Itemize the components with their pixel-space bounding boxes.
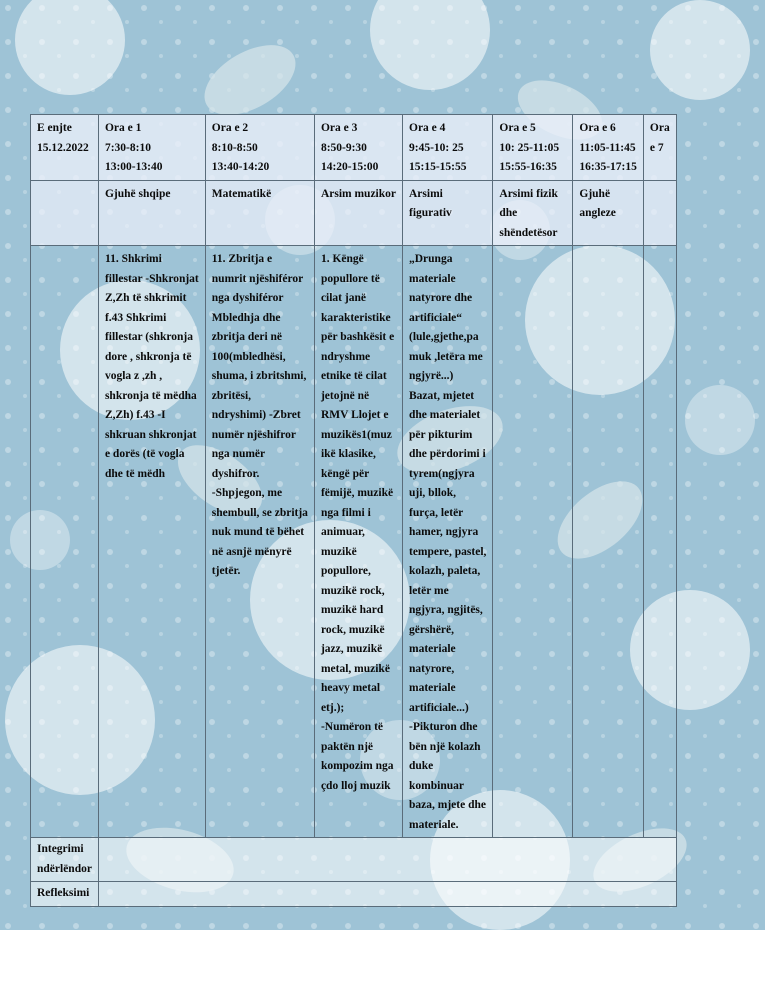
subjects-row-label-cell [31, 180, 99, 246]
lesson-content-line: cilat janë [320, 292, 366, 304]
period-label: Ora e 6 [579, 122, 616, 134]
subject-name: Gjuhë shqipe [104, 187, 171, 200]
lesson-content-line: dhe të mëdh [104, 467, 166, 480]
lesson-content-line: duke [409, 760, 434, 772]
period-time-morning: 11:05-11:45 [579, 141, 636, 154]
period-time-morning: 9:45-10: 25 [409, 141, 464, 154]
subject-name: Gjuhë [579, 187, 611, 200]
lesson-content-line: paktën një [320, 740, 374, 753]
lesson-content-line: nga numër [211, 448, 266, 460]
lesson-content-line: metal, muzikë [320, 662, 390, 675]
period-label-cont: e 7 [649, 141, 664, 154]
lesson-content-line: materiale. [409, 818, 459, 831]
date-label: 15.12.2022 [37, 141, 89, 154]
lesson-content-line: zbritja deri në [211, 331, 283, 343]
period-time-afternoon: 13:00-13:40 [104, 161, 163, 173]
lesson-content-line: RMV Llojet e [320, 409, 389, 421]
subject-name-cont: dhe [499, 207, 518, 219]
lesson-content-line: etnike të cilat [320, 370, 387, 382]
lesson-content-line: materiale [409, 643, 456, 655]
lesson-content-line: e dorës (të vogla [104, 448, 185, 460]
period-7-cell [643, 115, 676, 181]
lesson-content-line: f.43 Shkrimi [104, 311, 167, 324]
lesson-content-line: numër njëshifror [211, 428, 297, 441]
lesson-content-line: ngjyra, ngjitës, [409, 604, 483, 616]
integration-value-cell [98, 838, 676, 882]
lesson-content-line: „Drunga [409, 253, 453, 265]
subject-name-cont: angleze [579, 207, 616, 219]
lesson-content-line: vogla z ,zh , [104, 370, 163, 382]
lesson-content-cell [403, 246, 493, 838]
lesson-content-line: -Numëron të [320, 721, 384, 733]
period-label: Ora e 5 [499, 122, 536, 134]
lesson-content-line: numrit njëshiféror [211, 272, 304, 285]
lesson-content-line: materiale [409, 682, 456, 694]
lesson-content-line: kombinuar [409, 779, 464, 792]
lesson-content-line: rock, muzikë [320, 623, 385, 636]
lesson-content-line: Mbledhja dhe [211, 311, 281, 324]
reflection-row [31, 882, 677, 907]
lesson-content-line: baza, mjete dhe [409, 799, 486, 811]
lesson-content-line: shuma, i zbritshmi, [211, 370, 307, 382]
lesson-content-line: dhe përdorimi i [409, 448, 486, 460]
reflection-label-cell [31, 882, 99, 907]
subjects-row [31, 180, 677, 246]
lesson-content-line: -Pikturon dhe [409, 721, 478, 733]
subject-cell [643, 180, 676, 246]
lesson-content-line: tjetër. [211, 565, 241, 577]
lesson-content-line: materiale [409, 272, 456, 285]
subject-cell [573, 180, 644, 246]
lesson-content-cell [493, 246, 573, 838]
lesson-content-line: ngjyrë...) [409, 370, 454, 382]
lesson-content-line: nga filmi i [320, 506, 371, 519]
reflection-value-cell [98, 882, 676, 907]
lesson-content-line: artificiale...) [409, 701, 469, 714]
subject-name: Arsim muzikor [320, 187, 396, 200]
lesson-content-line: etj.); [320, 701, 345, 714]
lesson-content-line: nuk mund të bëhet [211, 526, 305, 538]
period-time-afternoon: 13:40-14:20 [211, 161, 270, 173]
integration-label-cont: ndërlëndor [37, 862, 92, 875]
subject-cell [403, 180, 493, 246]
lesson-content-line: muzikë [320, 545, 357, 558]
period-time-morning: 8:10-8:50 [211, 141, 258, 154]
lesson-content-line: 100(mbledhësi, [211, 350, 286, 363]
lesson-content-line: hamer, ngjyra [409, 526, 479, 538]
lesson-content-line: çdo lloj muzik [320, 779, 391, 792]
subject-cell [205, 180, 314, 246]
lesson-content-line: muzikë hard [320, 604, 384, 616]
content-row [31, 246, 677, 838]
period-label: Ora e 4 [409, 122, 446, 134]
lesson-content-line: fillestar -Shkronjat [104, 272, 199, 285]
lesson-content-line: dhe materialet [409, 409, 481, 421]
lesson-content-line: ndryshimi) -Zbret [211, 409, 301, 421]
period-6-cell [573, 115, 644, 181]
lesson-content-cell [205, 246, 314, 838]
lesson-content-line: letër me [409, 584, 449, 597]
period-4-cell [403, 115, 493, 181]
day-label: E enjte [37, 122, 72, 134]
period-5-cell [493, 115, 573, 181]
daily-schedule-table [30, 114, 677, 907]
subject-name-cont: shëndetësor [499, 226, 558, 239]
content-label-cell [31, 246, 99, 838]
lesson-content-line: shkronja të mëdha [104, 389, 197, 402]
lesson-content-line: nga dyshiféror [211, 292, 284, 304]
lesson-content-line: muzikës1(muz [320, 428, 392, 441]
lesson-content-line: natyrore dhe [409, 292, 473, 304]
period-time-afternoon: 16:35-17:15 [579, 161, 637, 173]
lesson-content-line: karakteristike [320, 311, 391, 324]
integration-row [31, 838, 677, 882]
lesson-content-line: në asnjë mënyrë [211, 545, 292, 558]
lesson-content-line: 11. Zbritja e [211, 253, 273, 265]
lesson-content-line: 11. Shkrimi [104, 253, 162, 265]
period-label: Ora [649, 122, 670, 134]
lesson-content-line: fillestar (shkronja [104, 331, 194, 343]
lesson-content-line: tyrem(ngjyra [409, 467, 475, 480]
integration-label: Integrimi [37, 843, 84, 855]
lesson-content-line: animuar, [320, 526, 365, 538]
lesson-content-cell [643, 246, 676, 838]
lesson-content-line: fëmijë, muzikë [320, 487, 394, 499]
lesson-content-line: gërshërë, [409, 623, 455, 636]
period-time-morning: 8:50-9:30 [320, 141, 367, 154]
lesson-content-line: ikë klasike, [320, 448, 376, 460]
lesson-content-line: jazz, muzikë [320, 643, 383, 655]
period-time-afternoon: 15:15-15:55 [409, 161, 467, 173]
subject-cell [314, 180, 402, 246]
lesson-content-line: (lule,gjethe,pa [409, 331, 479, 343]
lesson-content-cell [573, 246, 644, 838]
lesson-content-line: Z,Zh të shkrimit [104, 292, 187, 304]
period-2-cell [205, 115, 314, 181]
lesson-content-line: ndryshme [320, 350, 371, 363]
lesson-content-line: dyshifror. [211, 467, 260, 480]
subject-cell [493, 180, 573, 246]
lesson-content-line: këngë për [320, 467, 370, 480]
lesson-content-line: 1. Këngë [320, 253, 364, 265]
header-row [31, 115, 677, 181]
subject-name: Arsimi fizik [499, 187, 558, 200]
lesson-content-line: zbritësi, [211, 389, 252, 402]
lesson-content-line: tempere, pastel, [409, 545, 487, 558]
subject-cell [98, 180, 205, 246]
lesson-content-line: për bashkësit e [320, 331, 395, 343]
period-time-afternoon: 15:55-16:35 [499, 161, 557, 173]
lesson-content-line: bën një kolazh [409, 740, 481, 753]
lesson-content-line: shkruan shkronjat [104, 428, 197, 441]
lesson-content-line: Z,Zh) f.43 -I [104, 409, 166, 421]
period-time-morning: 10: 25-11:05 [499, 141, 560, 154]
period-time-afternoon: 14:20-15:00 [320, 161, 379, 173]
lesson-content-line: heavy metal [320, 682, 381, 694]
lesson-content-line: uji, bllok, [409, 487, 456, 499]
lesson-content-line: kompozim nga [320, 760, 394, 772]
subject-name-cont: figurativ [409, 207, 452, 219]
lesson-content-line: për pikturim [409, 428, 473, 441]
lesson-content-line: shembull, se zbritja [211, 506, 308, 519]
lesson-content-cell [314, 246, 402, 838]
period-time-morning: 7:30-8:10 [104, 141, 151, 154]
day-date-cell [31, 115, 99, 181]
lesson-content-line: natyrore, [409, 662, 455, 675]
subject-name: Matematikë [211, 187, 272, 200]
period-3-cell [314, 115, 402, 181]
lesson-content-line: muk ,letëra me [409, 350, 483, 363]
lesson-content-line: Bazat, mjetet [409, 389, 475, 402]
lesson-content-cell [98, 246, 205, 838]
period-label: Ora e 2 [211, 122, 249, 134]
lesson-content-line: -Shpjegon, me [211, 487, 283, 499]
period-label: Ora e 3 [320, 122, 358, 134]
reflection-label: Refleksimi [37, 887, 90, 899]
lesson-content-line: artificiale“ [409, 311, 463, 324]
period-1-cell [98, 115, 205, 181]
lesson-content-line: furça, letër [409, 506, 464, 519]
lesson-content-line: kolazh, paleta, [409, 565, 481, 577]
lesson-content-line: dore , shkronja të [104, 350, 192, 363]
integration-label-cell [31, 838, 99, 882]
lesson-content-line: jetojnë në [320, 389, 370, 402]
lesson-content-line: popullore, [320, 565, 371, 577]
lesson-content-line: popullore të [320, 272, 380, 285]
lesson-content-line: muzikë rock, [320, 584, 385, 597]
period-label: Ora e 1 [104, 122, 142, 134]
subject-name: Arsimi [409, 187, 443, 200]
